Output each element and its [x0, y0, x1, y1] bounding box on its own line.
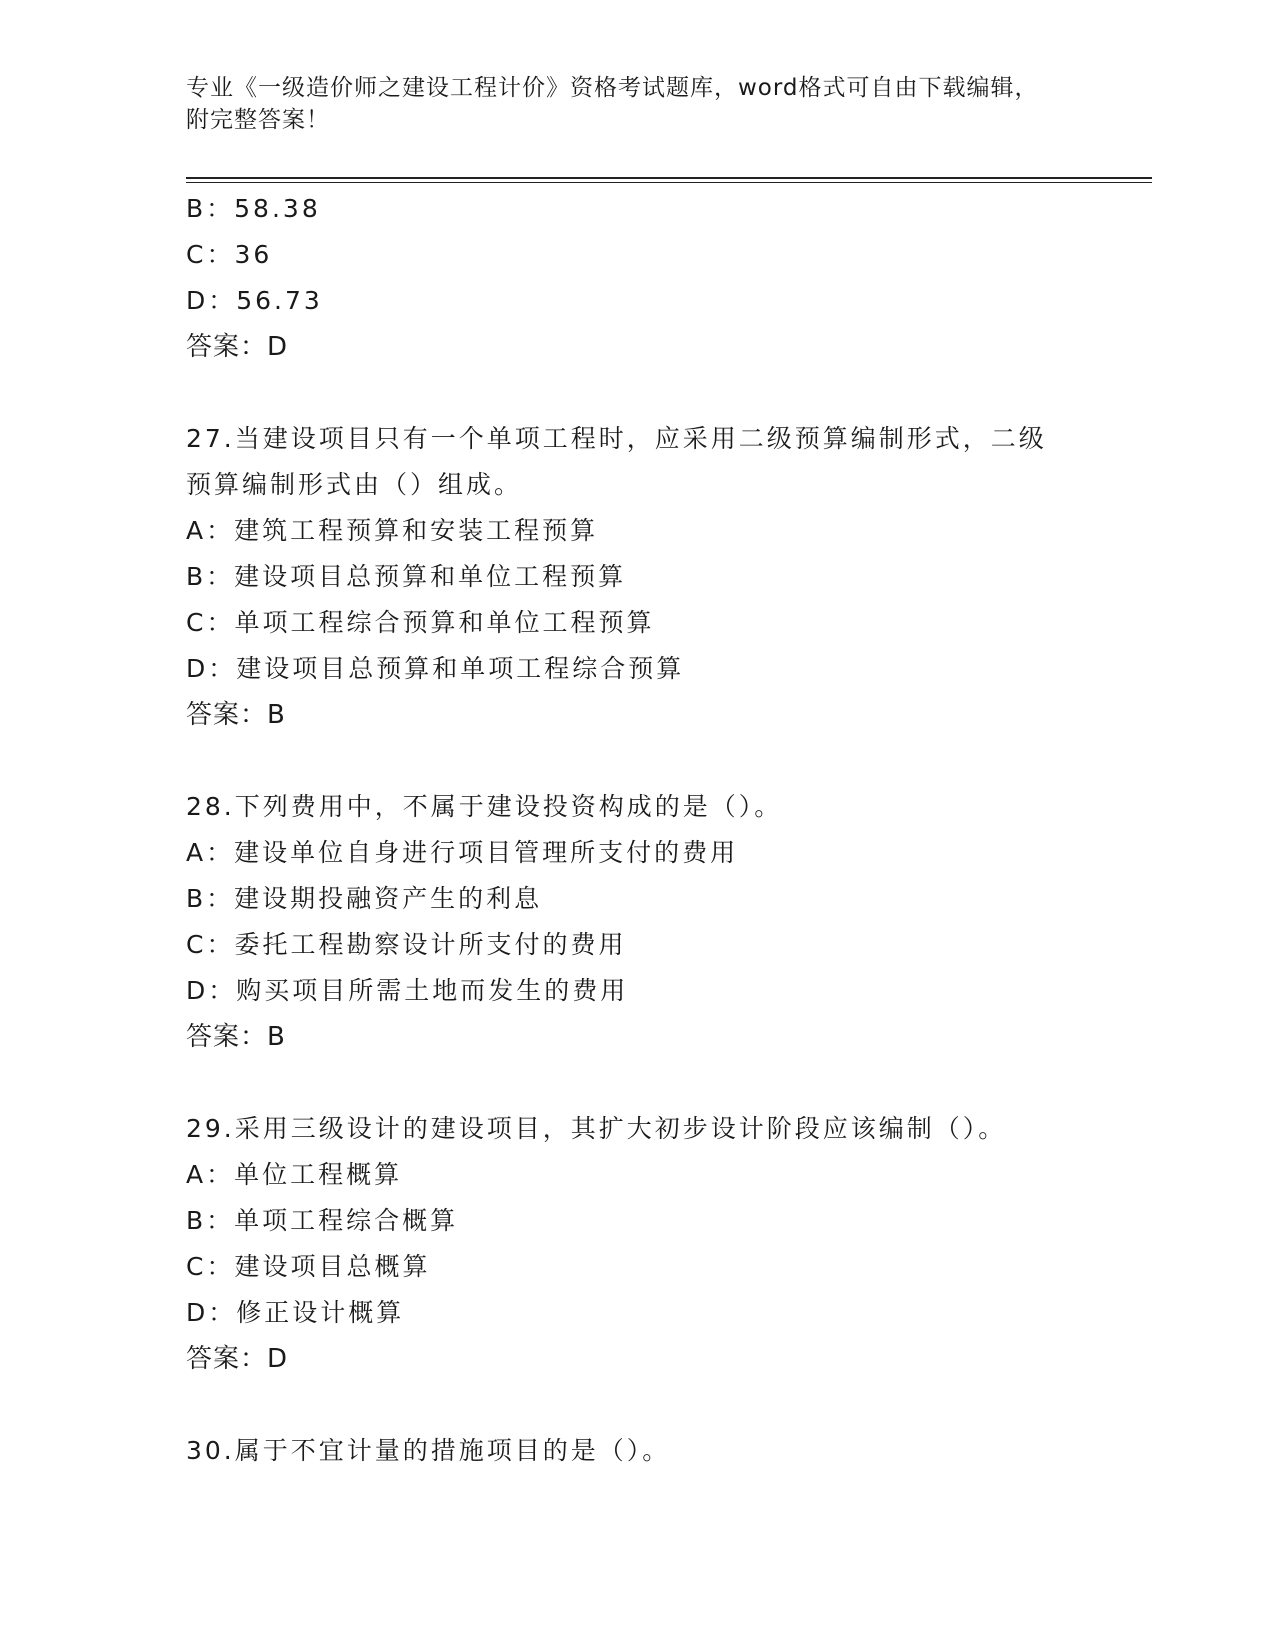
question-27	[186, 416, 1152, 738]
spacer	[186, 1060, 1152, 1106]
question-28	[186, 784, 1152, 1060]
option-line: D：购买项目所需土地而发生的费用	[186, 976, 629, 1005]
answer-line: 答案：D	[186, 332, 289, 362]
spacer	[186, 1382, 1152, 1428]
header-rule-thick	[186, 177, 1152, 179]
option-line: A：建设单位自身进行项目管理所支付的费用	[186, 838, 739, 867]
option-line: B：建设项目总预算和单位工程预算	[186, 562, 627, 591]
question-stem: 28.下列费用中，不属于建设投资构成的是（）。	[186, 792, 783, 821]
option-line: C：单项工程综合预算和单位工程预算	[186, 608, 655, 637]
header-rule-thin	[186, 182, 1152, 183]
option-line: C：建设项目总概算	[186, 1252, 431, 1281]
option-line: B：单项工程综合概算	[186, 1206, 459, 1235]
question-stem: 预算编制形式由（）组成。	[186, 470, 523, 499]
answer-line: 答案：D	[186, 1344, 289, 1374]
document-header	[186, 72, 1086, 136]
answer-line: 答案：B	[186, 700, 286, 730]
spacer	[186, 370, 1152, 416]
document-body	[186, 186, 1152, 1474]
previous-question	[186, 186, 1152, 370]
option-line: D：建设项目总预算和单项工程综合预算	[186, 654, 685, 683]
spacer	[186, 738, 1152, 784]
question-29	[186, 1106, 1152, 1382]
option-line: C：委托工程勘察设计所支付的费用	[186, 930, 627, 959]
question-stem: 30.属于不宜计量的措施项目的是（）。	[186, 1436, 671, 1465]
option-line: A：单位工程概算	[186, 1160, 403, 1189]
header-line-1: 专业《一级造价师之建设工程计价》资格考试题库，word格式可自由下载编辑，	[186, 75, 1039, 101]
option-line: D：56.73	[186, 286, 323, 315]
answer-line: 答案：B	[186, 1022, 286, 1052]
option-line: A：建筑工程预算和安装工程预算	[186, 516, 599, 545]
option-line: C：36	[186, 240, 273, 269]
question-30	[186, 1428, 1152, 1474]
question-stem: 27.当建设项目只有一个单项工程时，应采用二级预算编制形式，二级	[186, 424, 1047, 453]
option-line: B：58.38	[186, 194, 321, 223]
option-line: B：建设期投融资产生的利息	[186, 884, 543, 913]
header-line-2: 附完整答案！	[186, 107, 330, 133]
question-stem: 29.采用三级设计的建设项目，其扩大初步设计阶段应该编制（）。	[186, 1114, 1007, 1143]
option-line: D：修正设计概算	[186, 1298, 405, 1327]
